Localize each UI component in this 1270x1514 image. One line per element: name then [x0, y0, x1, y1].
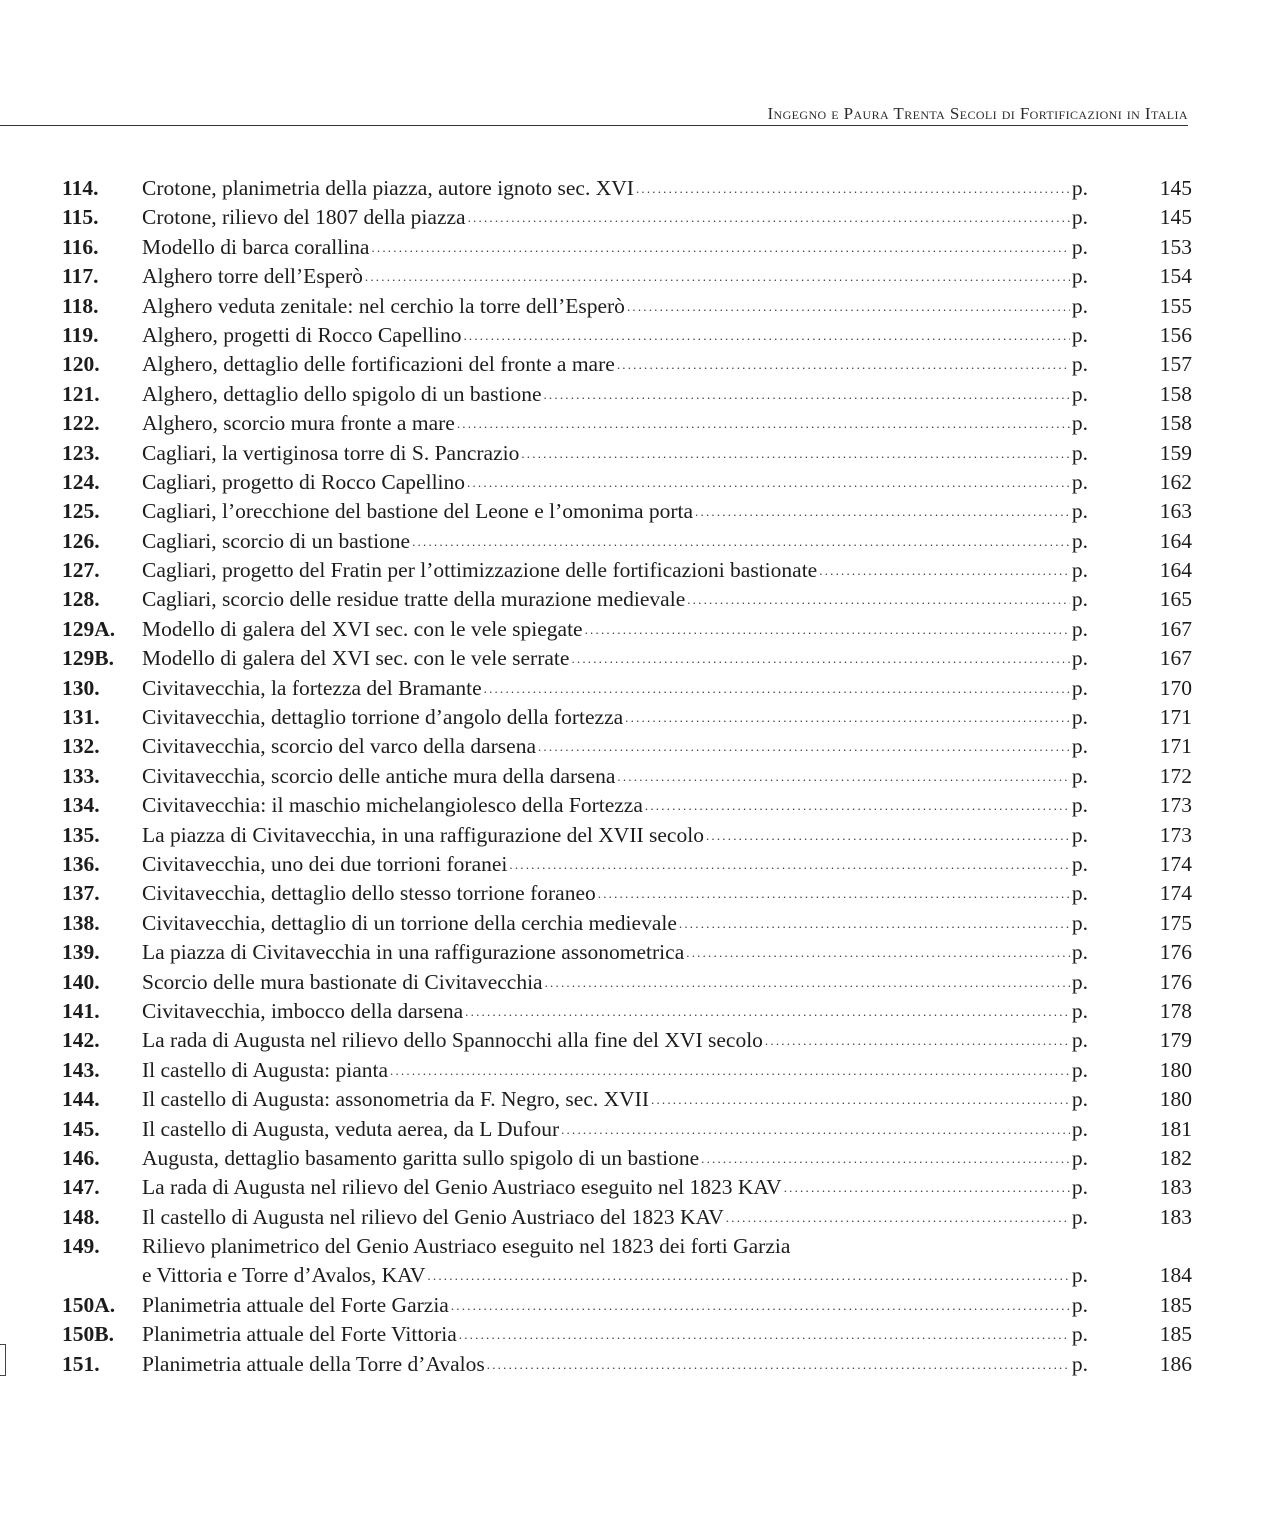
index-entry: [62, 615, 1192, 644]
index-entry: [62, 321, 1192, 350]
index-entry: [62, 174, 1192, 203]
index-entry: [62, 380, 1192, 409]
entry-line: [142, 732, 1088, 761]
dot-leader: [726, 1203, 1070, 1232]
page-number: 157: [1159, 352, 1192, 377]
dot-leader: [679, 909, 1070, 938]
entry-title: Scorcio delle mura bastionate di Civitavecchia: [142, 969, 543, 994]
entry-title-first-line: Rilievo planimetrico del Genio Austriaco eseguito nel 1823 dei forti Garzia: [142, 1234, 791, 1259]
dot-leader: [617, 350, 1070, 379]
index-entry: [62, 262, 1192, 291]
entry-number: 151.: [62, 1351, 100, 1376]
entry-number: 130.: [62, 675, 100, 700]
page-abbrev: p.: [1071, 763, 1088, 788]
entry-title: La piazza di Civitavecchia, in una raffigurazione del XVII secolo: [142, 822, 704, 847]
page-number: 163: [1159, 499, 1192, 524]
entry-number: 123.: [62, 440, 100, 465]
entry-line: [142, 409, 1088, 438]
entry-number: 128.: [62, 587, 100, 612]
page-abbrev: p.: [1071, 851, 1088, 876]
page-abbrev: p.: [1071, 1145, 1088, 1170]
entry-line: [142, 527, 1088, 556]
page-abbrev: p.: [1071, 1116, 1088, 1141]
entry-number: 134.: [62, 793, 100, 818]
dot-leader: [487, 1350, 1070, 1379]
index-entry: [62, 585, 1192, 614]
page-abbrev: p.: [1071, 646, 1088, 671]
dot-leader: [598, 879, 1070, 908]
entry-title: Civitavecchia, la fortezza del Bramante: [142, 675, 482, 700]
page-number: 164: [1159, 558, 1192, 583]
entry-line: [142, 380, 1088, 409]
index-entry: [62, 1350, 1192, 1379]
entry-title: Alghero, dettaglio delle fortificazioni del fronte a mare: [142, 352, 615, 377]
page-number: 165: [1159, 587, 1192, 612]
dot-leader: [521, 439, 1070, 468]
index-entry: [62, 1115, 1192, 1144]
dot-leader: [509, 850, 1070, 879]
entry-line: [142, 233, 1088, 262]
page-number: 180: [1159, 1057, 1192, 1082]
index-entry: [62, 938, 1192, 967]
dot-leader: [543, 380, 1069, 409]
index-entry: [62, 732, 1192, 761]
entry-number: 125.: [62, 499, 100, 524]
dot-leader: [784, 1173, 1070, 1202]
page-abbrev: p.: [1071, 440, 1088, 465]
entry-number: 122.: [62, 411, 100, 436]
entry-title: Civitavecchia, dettaglio torrione d’angolo della fortezza: [142, 705, 624, 730]
page-abbrev: p.: [1071, 1292, 1088, 1317]
entry-title: Cagliari, la vertiginosa torre di S. Pancrazio: [142, 440, 520, 465]
entry-title: Civitavecchia: il maschio michelangiolesco della Fortezza: [142, 793, 643, 818]
entry-title: La rada di Augusta nel rilievo dello Spannocchi alla fine del XVI secolo: [142, 1028, 763, 1053]
entry-title: Alghero torre dell’Esperò: [142, 264, 363, 289]
entry-number: 149.: [62, 1234, 100, 1259]
index-entry: [62, 292, 1192, 321]
page-abbrev: p.: [1071, 675, 1088, 700]
page-number: 174: [1159, 851, 1192, 876]
entry-number: 136.: [62, 851, 100, 876]
entry-title: Augusta, dettaglio basamento garitta sullo spigolo di un bastione: [142, 1145, 700, 1170]
entry-line: [142, 821, 1088, 850]
entry-line: [142, 1026, 1088, 1055]
page-abbrev: p.: [1071, 822, 1088, 847]
entry-number: 144.: [62, 1087, 100, 1112]
entry-line: [142, 1144, 1088, 1173]
page-abbrev: p.: [1071, 587, 1088, 612]
entry-title: Il castello di Augusta: assonometria da F. Negro, sec. XVII: [142, 1087, 649, 1112]
page-abbrev: p.: [1071, 469, 1088, 494]
index-entry: [62, 1203, 1192, 1232]
entry-title: Planimetria attuale del Forte Garzia: [142, 1292, 449, 1317]
entry-number: 120.: [62, 352, 100, 377]
dot-leader: [538, 732, 1070, 761]
index-entry: [62, 1085, 1192, 1114]
dot-leader: [465, 997, 1070, 1026]
page-abbrev: p.: [1071, 616, 1088, 641]
entry-title: Alghero, dettaglio dello spigolo di un bastione: [142, 381, 542, 406]
entry-number: 126.: [62, 528, 100, 553]
entry-line: [142, 203, 1088, 232]
page-abbrev: p.: [1071, 352, 1088, 377]
entry-line: [142, 556, 1088, 585]
entry-title: Civitavecchia, uno dei due torrioni foranei: [142, 851, 508, 876]
dot-leader: [819, 556, 1070, 585]
dot-leader: [412, 527, 1070, 556]
page-abbrev: p.: [1071, 264, 1088, 289]
page-abbrev: p.: [1071, 969, 1088, 994]
index-entry: [62, 968, 1192, 997]
entry-line: [142, 585, 1088, 614]
index-entry: [62, 1232, 1192, 1291]
dot-leader: [706, 821, 1070, 850]
entry-title: Civitavecchia, scorcio del varco della darsena: [142, 734, 536, 759]
entry-number: 139.: [62, 940, 100, 965]
dot-leader: [617, 762, 1069, 791]
entry-number: 129A.: [62, 616, 116, 641]
entry-title: Cagliari, scorcio delle residue tratte della murazione medievale: [142, 587, 686, 612]
page-number: 173: [1159, 822, 1192, 847]
entry-number: 150B.: [62, 1322, 114, 1347]
page-number: 155: [1159, 293, 1192, 318]
entry-number: 121.: [62, 381, 100, 406]
entry-line: [142, 1261, 1088, 1290]
entry-line: [142, 968, 1088, 997]
dot-leader: [651, 1085, 1070, 1114]
entry-title: Alghero, scorcio mura fronte a mare: [142, 411, 455, 436]
page-number: 183: [1159, 1204, 1192, 1229]
entry-title: La rada di Augusta nel rilievo del Genio Austriaco eseguito nel 1823 KAV: [142, 1175, 782, 1200]
dot-leader: [545, 968, 1070, 997]
index-entry: [62, 909, 1192, 938]
dot-leader: [765, 1026, 1070, 1055]
entry-line: [142, 321, 1088, 350]
dot-leader: [365, 262, 1070, 291]
entry-line: [142, 262, 1088, 291]
page-number: 158: [1159, 381, 1192, 406]
page-number: 175: [1159, 910, 1192, 935]
dot-leader: [701, 1144, 1070, 1173]
entry-number: 142.: [62, 1028, 100, 1053]
page-abbrev: p.: [1071, 1351, 1088, 1376]
entry-number: 137.: [62, 881, 100, 906]
entry-number: 140.: [62, 969, 100, 994]
page-number: 176: [1159, 940, 1192, 965]
entry-number: 114.: [62, 176, 99, 200]
entry-line: [142, 1203, 1088, 1232]
page-abbrev: p.: [1071, 205, 1088, 230]
index-entry: [62, 821, 1192, 850]
entry-line: [142, 938, 1088, 967]
page-abbrev: p.: [1071, 499, 1088, 524]
entry-number: 127.: [62, 558, 100, 583]
index-entry: [62, 1056, 1192, 1085]
dot-leader: [687, 585, 1070, 614]
page-abbrev: p.: [1071, 940, 1088, 965]
entry-title: Il castello di Augusta, veduta aerea, da L Dufour: [142, 1116, 560, 1141]
dot-leader: [463, 321, 1069, 350]
page-number: 173: [1159, 793, 1192, 818]
entry-title: Cagliari, l’orecchione del bastione del Leone e l’omonima porta: [142, 499, 694, 524]
dot-leader: [686, 938, 1070, 967]
index-entry: [62, 674, 1192, 703]
page-abbrev: p.: [1071, 322, 1088, 347]
entry-number: 146.: [62, 1145, 100, 1170]
index-entry: [62, 439, 1192, 468]
page-number: 182: [1159, 1145, 1192, 1170]
entry-title: e Vittoria e Torre d’Avalos, KAV: [142, 1263, 426, 1288]
figure-index-list: [62, 174, 1192, 1379]
entry-title: Il castello di Augusta nel rilievo del Genio Austriaco del 1823 KAV: [142, 1204, 724, 1229]
page-number: 180: [1159, 1087, 1192, 1112]
page-number: 179: [1159, 1028, 1192, 1053]
entry-line: [142, 674, 1088, 703]
page-number: 167: [1159, 646, 1192, 671]
page-number: 171: [1159, 734, 1192, 759]
entry-line: [142, 350, 1088, 379]
page-number: 145: [1159, 176, 1192, 200]
entry-number: 141.: [62, 998, 100, 1023]
page-number: 174: [1159, 881, 1192, 906]
entry-line: [142, 909, 1088, 938]
entry-line: [142, 791, 1088, 820]
page-abbrev: p.: [1071, 1204, 1088, 1229]
entry-title: Alghero veduta zenitale: nel cerchio la torre dell’Esperò: [142, 293, 625, 318]
entry-line: [142, 1291, 1088, 1320]
dot-leader: [585, 615, 1070, 644]
entry-line: [142, 615, 1088, 644]
page-abbrev: p.: [1071, 176, 1088, 200]
index-entry: [62, 203, 1192, 232]
page-abbrev: p.: [1071, 1263, 1088, 1288]
dot-leader: [457, 409, 1070, 438]
entry-number: 135.: [62, 822, 100, 847]
dot-leader: [390, 1056, 1070, 1085]
entry-number: 132.: [62, 734, 100, 759]
entry-title: Modello di barca corallina: [142, 234, 370, 259]
index-entry: [62, 879, 1192, 908]
page-abbrev: p.: [1071, 528, 1088, 553]
entry-line: [142, 1085, 1088, 1114]
entry-line: [142, 1056, 1088, 1085]
entry-title: Cagliari, progetto di Rocco Capellino: [142, 469, 466, 494]
dot-leader: [468, 203, 1070, 232]
entry-number: 119.: [62, 322, 99, 347]
running-header: Ingegno e Paura Trenta Secoli di Fortificazioni in Italia: [767, 104, 1188, 123]
index-entry: [62, 233, 1192, 262]
page-abbrev: p.: [1071, 1087, 1088, 1112]
entry-number: 138.: [62, 910, 100, 935]
index-entry: [62, 1026, 1192, 1055]
entry-line: [142, 497, 1088, 526]
entry-number: 147.: [62, 1175, 100, 1200]
dot-leader: [625, 703, 1070, 732]
page-abbrev: p.: [1071, 558, 1088, 583]
dot-leader: [645, 791, 1070, 820]
page-abbrev: p.: [1071, 1057, 1088, 1082]
entry-line: [142, 703, 1088, 732]
page-number: 164: [1159, 528, 1192, 553]
entry-title: Crotone, planimetria della piazza, autore ignoto sec. XVI: [142, 176, 634, 200]
index-entry: [62, 1291, 1192, 1320]
entry-title: Civitavecchia, scorcio delle antiche mura della darsena: [142, 763, 616, 788]
page-number: 176: [1159, 969, 1192, 994]
page-abbrev: p.: [1071, 998, 1088, 1023]
page-number: 185: [1159, 1292, 1192, 1317]
entry-title: Civitavecchia, imbocco della darsena: [142, 998, 464, 1023]
index-entry: [62, 468, 1192, 497]
page-number: 186: [1159, 1351, 1192, 1376]
entry-title: Modello di galera del XVI sec. con le vele spiegate: [142, 616, 583, 641]
entry-line: [142, 997, 1088, 1026]
entry-line: [142, 762, 1088, 791]
entry-title: Planimetria attuale della Torre d’Avalos: [142, 1351, 485, 1376]
dot-leader: [467, 468, 1070, 497]
index-entry: [62, 350, 1192, 379]
entry-title: Il castello di Augusta: pianta: [142, 1057, 389, 1082]
entry-number: 148.: [62, 1204, 100, 1229]
page-number: 181: [1159, 1116, 1192, 1141]
entry-number: 145.: [62, 1116, 100, 1141]
page-number: 154: [1159, 264, 1192, 289]
entry-number: 116.: [62, 234, 99, 259]
entry-line: [142, 1320, 1088, 1349]
entry-number: 124.: [62, 469, 100, 494]
index-entry: [62, 497, 1192, 526]
entry-title: Civitavecchia, dettaglio di un torrione della cerchia medievale: [142, 910, 677, 935]
entry-line: [142, 879, 1088, 908]
entry-line: [142, 1350, 1088, 1379]
dot-leader: [636, 174, 1070, 203]
page-number: 153: [1159, 234, 1192, 259]
page-abbrev: p.: [1071, 234, 1088, 259]
entry-number: 131.: [62, 705, 100, 730]
entry-line: [142, 1173, 1088, 1202]
entry-number: 117.: [62, 264, 99, 289]
page-number: 162: [1159, 469, 1192, 494]
page-abbrev: p.: [1071, 411, 1088, 436]
entry-title: Cagliari, progetto del Fratin per l’ottimizzazione delle fortificazioni bastionate: [142, 558, 818, 583]
page-abbrev: p.: [1071, 293, 1088, 318]
index-entry: [62, 556, 1192, 585]
page-number: 184: [1159, 1263, 1192, 1288]
entry-line: [142, 1115, 1088, 1144]
entry-line: [142, 644, 1088, 673]
page-number: 158: [1159, 411, 1192, 436]
dot-leader: [427, 1261, 1069, 1290]
entry-line: [142, 850, 1088, 879]
dot-leader: [371, 233, 1069, 262]
entry-title: Civitavecchia, dettaglio dello stesso torrione foraneo: [142, 881, 596, 906]
index-entry: [62, 409, 1192, 438]
entry-title: La piazza di Civitavecchia in una raffigurazione assonometrica: [142, 940, 685, 965]
page-number: 159: [1159, 440, 1192, 465]
page-abbrev: p.: [1071, 793, 1088, 818]
entry-number: 129B.: [62, 646, 114, 671]
entry-title: Modello di galera del XVI sec. con le vele serrate: [142, 646, 570, 671]
index-entry: [62, 527, 1192, 556]
dot-leader: [571, 644, 1069, 673]
index-entry: [62, 703, 1192, 732]
dot-leader: [627, 292, 1070, 321]
entry-number: 115.: [62, 205, 99, 230]
page-number: 183: [1159, 1175, 1192, 1200]
entry-number: 133.: [62, 763, 100, 788]
page-number: 171: [1159, 705, 1192, 730]
page-abbrev: p.: [1071, 910, 1088, 935]
index-entry: [62, 1173, 1192, 1202]
page-number: 145: [1159, 205, 1192, 230]
entry-number: 150A.: [62, 1292, 116, 1317]
index-entry: [62, 791, 1192, 820]
index-entry: [62, 850, 1192, 879]
page-number: 185: [1159, 1322, 1192, 1347]
page-number: 178: [1159, 998, 1192, 1023]
entry-line: [142, 174, 1088, 203]
index-entry: [62, 997, 1192, 1026]
page-number: 167: [1159, 616, 1192, 641]
page-number: 170: [1159, 675, 1192, 700]
page-abbrev: p.: [1071, 881, 1088, 906]
entry-title: Crotone, rilievo del 1807 della piazza: [142, 205, 466, 230]
index-entry: [62, 1320, 1192, 1349]
index-entry: [62, 644, 1192, 673]
page-abbrev: p.: [1071, 1028, 1088, 1053]
page-abbrev: p.: [1071, 1175, 1088, 1200]
entry-line: [142, 292, 1088, 321]
entry-number: 118.: [62, 293, 99, 318]
entry-title: Cagliari, scorcio di un bastione: [142, 528, 411, 553]
index-entry: [62, 1144, 1192, 1173]
dot-leader: [459, 1320, 1070, 1349]
entry-line: [142, 439, 1088, 468]
page-abbrev: p.: [1071, 381, 1088, 406]
entry-line: [142, 468, 1088, 497]
index-entry: [62, 762, 1192, 791]
entry-title: Alghero, progetti di Rocco Capellino: [142, 322, 462, 347]
page-number: 172: [1159, 763, 1192, 788]
dot-leader: [484, 674, 1070, 703]
header-rule: [0, 125, 1188, 126]
page-abbrev: p.: [1071, 734, 1088, 759]
entry-number: 143.: [62, 1057, 100, 1082]
dot-leader: [695, 497, 1070, 526]
entry-title: Planimetria attuale del Forte Vittoria: [142, 1322, 457, 1347]
page-abbrev: p.: [1071, 1322, 1088, 1347]
dot-leader: [561, 1115, 1070, 1144]
page-abbrev: p.: [1071, 705, 1088, 730]
margin-bracket: [0, 1344, 6, 1376]
page-number: 156: [1159, 322, 1192, 347]
dot-leader: [451, 1291, 1070, 1320]
